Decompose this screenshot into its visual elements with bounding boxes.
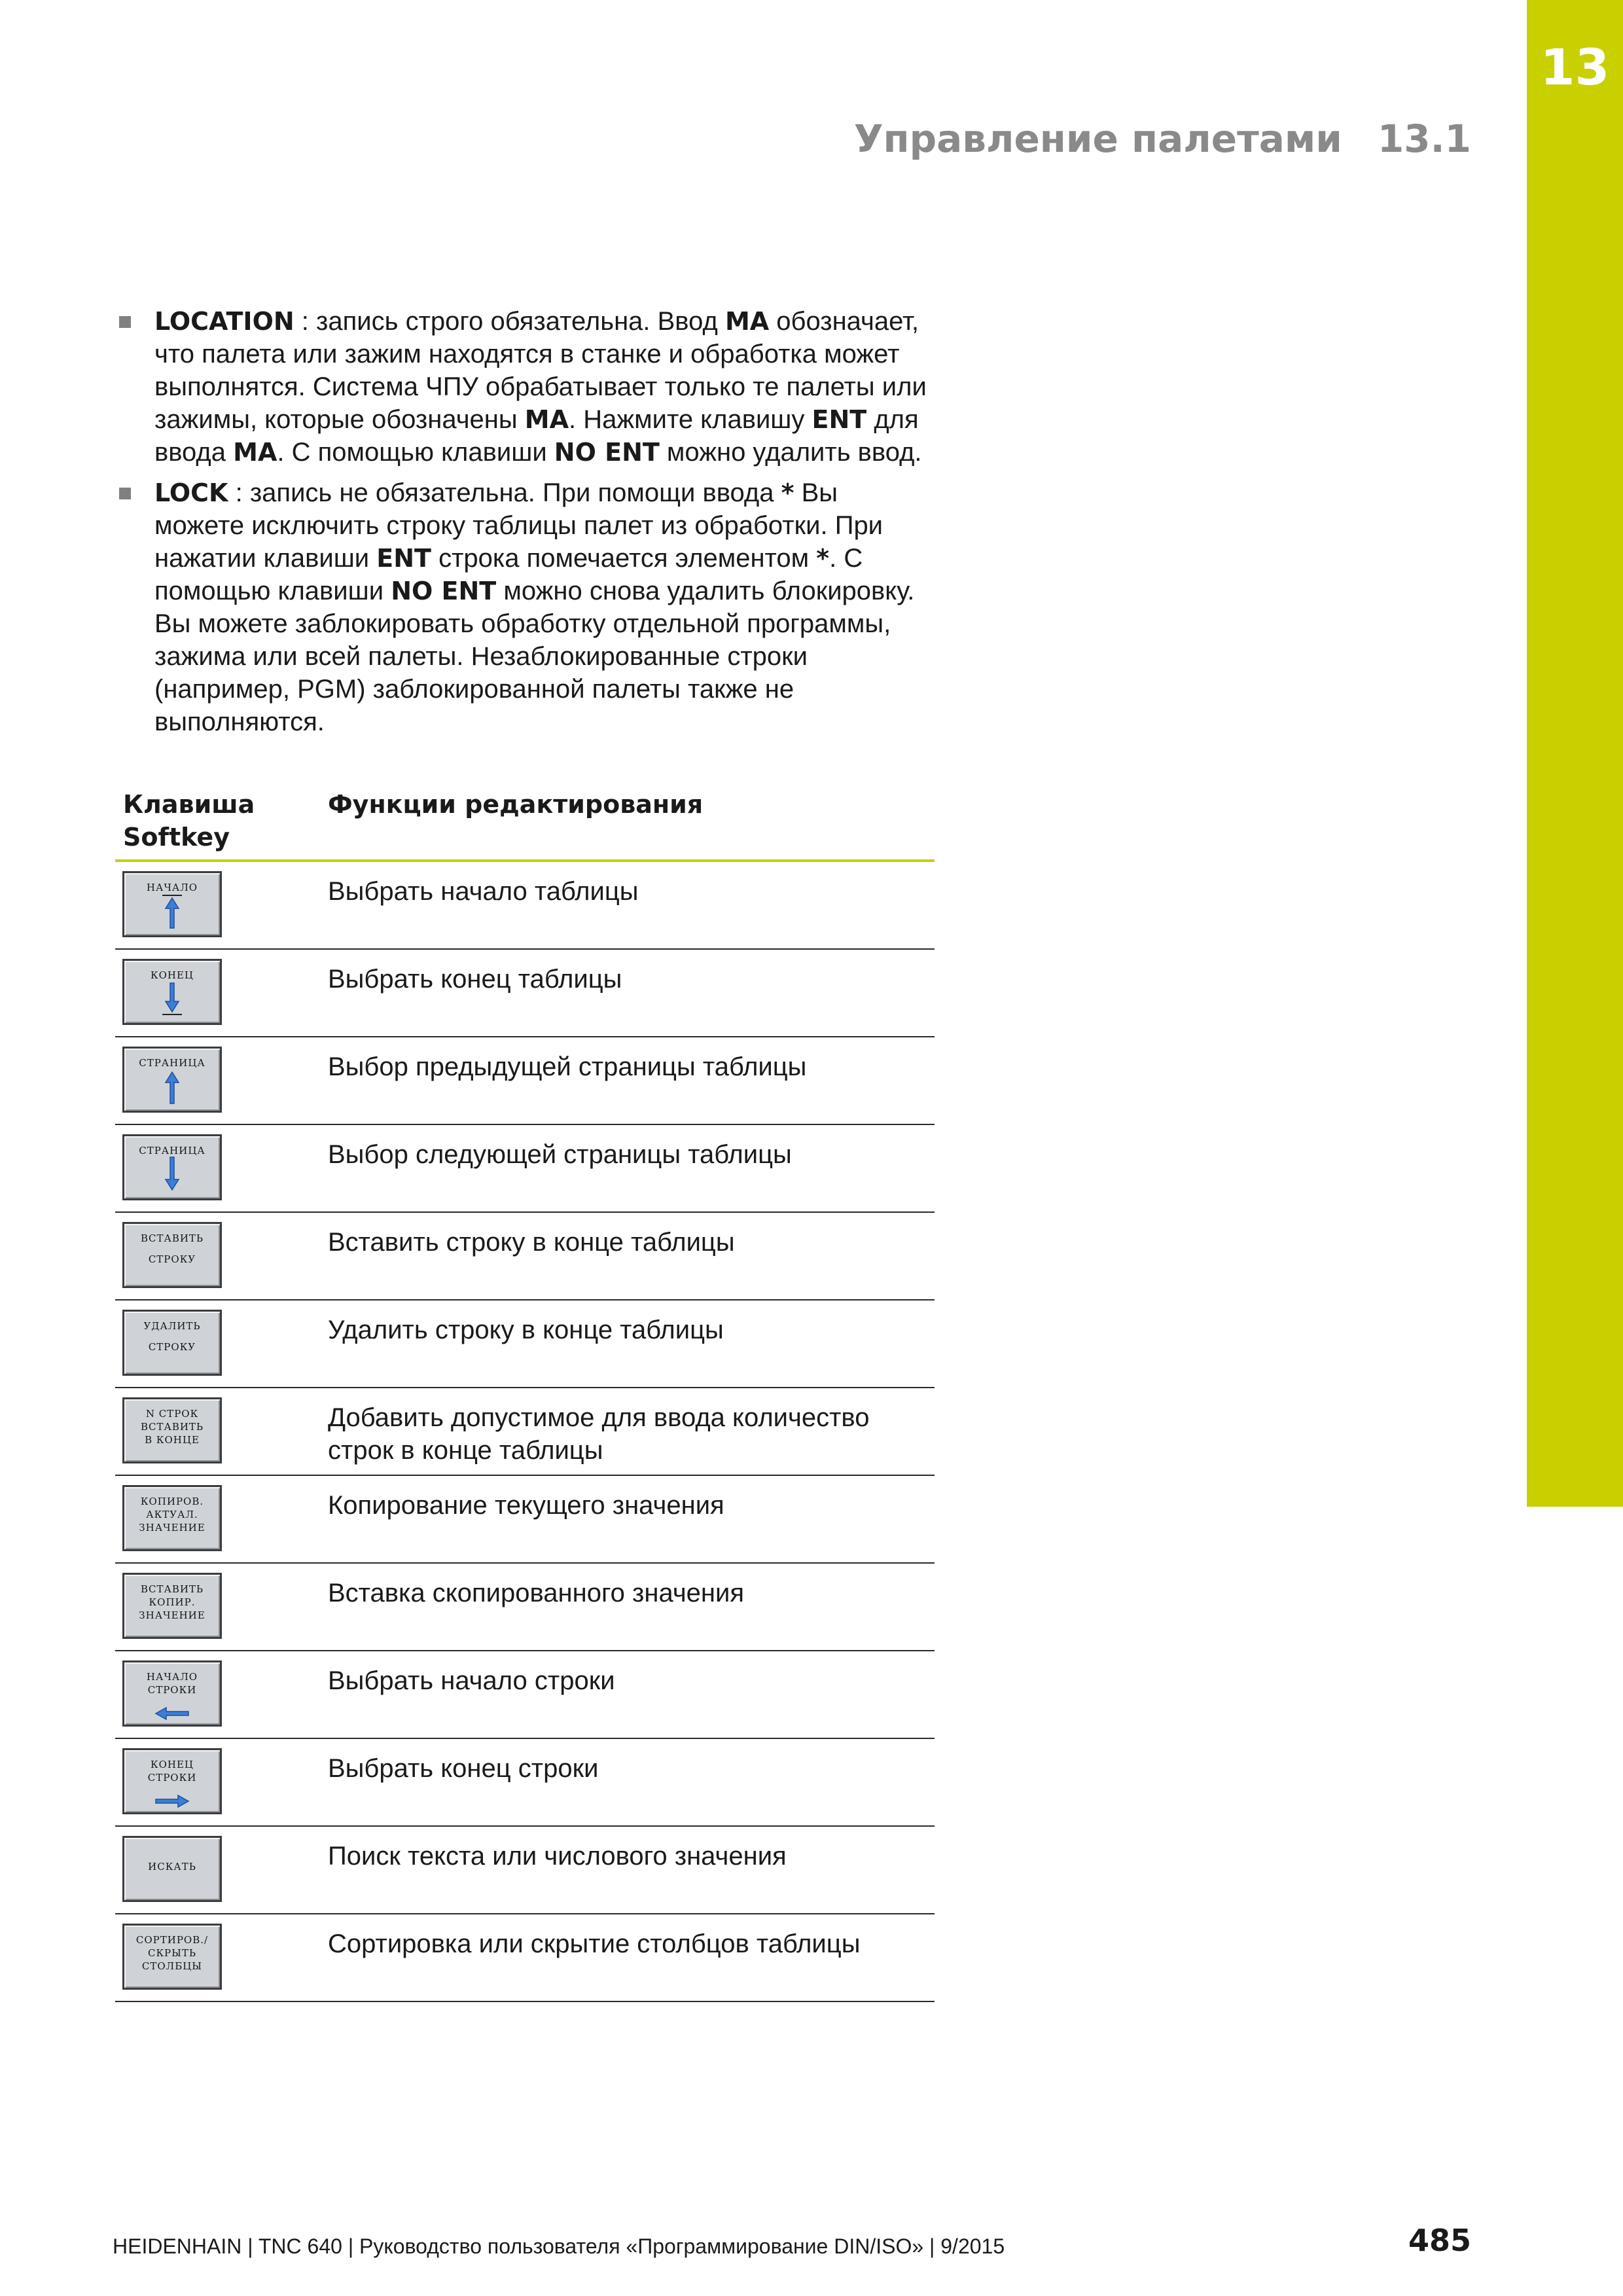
bullet-text: строка помечается элементом (431, 544, 817, 573)
softkey-label (124, 1232, 220, 1266)
keyword: MA (233, 438, 277, 467)
softkey-label-line: N СТРОК (145, 1408, 199, 1420)
table-row (115, 1213, 935, 1300)
function-description: Поиск текста или числового значения (328, 1842, 787, 1871)
softkey-label-line: КОПИРОВ. (140, 1496, 204, 1507)
bullet-text: . С помощью клавиши (154, 544, 863, 605)
softkey-button[interactable] (122, 871, 222, 937)
function-description: Выбрать конец таблицы (328, 965, 622, 994)
table-row (115, 1651, 935, 1739)
softkey-label-line: СТРОКУ (148, 1253, 196, 1265)
function-description: Выбрать начало строки (328, 1666, 615, 1695)
function-description: Вставка скопированного значения (328, 1579, 744, 1607)
bullet-text: . С помощью клавиши (277, 438, 554, 467)
softkey-label-line: НАЧАЛО (146, 1671, 198, 1683)
bullet-item (119, 305, 931, 469)
softkey-label-line: ВСТАВИТЬ (140, 1583, 204, 1595)
softkey-button[interactable] (122, 1924, 222, 1990)
section-number: 13.1 (1377, 117, 1471, 161)
table-row (115, 950, 935, 1037)
table-row (115, 1827, 935, 1914)
keyword: ENT (376, 544, 431, 573)
softkey-button[interactable] (122, 1748, 222, 1814)
chapter-title: Управление палетами (853, 117, 1342, 161)
softkey-button[interactable] (122, 1047, 222, 1113)
softkey-label-line: СКРЫТЬ (147, 1947, 197, 1959)
arrow-left-icon (124, 1662, 220, 1725)
softkey-label (124, 1495, 220, 1534)
keyword: NO ENT (554, 438, 660, 467)
bullet-text: : запись строго обязательна. Ввод (294, 307, 725, 336)
function-description: Сортировка или скрытие столбцов таблицы (328, 1929, 861, 1958)
arrow-down-to-bar-icon (124, 961, 220, 1023)
bullet-text: Вы можете исключить строку таблицы палет из обработки. При нажатии клавиши (154, 478, 883, 573)
header-softkey: Клавиша Softkey (123, 790, 255, 852)
bullet-text: можно удалить ввод. (659, 438, 922, 467)
table-row (115, 1300, 935, 1388)
table-row (115, 1037, 935, 1125)
function-description: Добавить допустимое для ввода количество строк в конце таблицы (328, 1403, 870, 1465)
function-description: Удалить строку в конце таблицы (328, 1316, 724, 1344)
function-description: Выбрать начало таблицы (328, 877, 639, 906)
footer-text: HEIDENHAIN | TNC 640 | Руководство пользователя «Программирование DIN/ISO» | 9/2015 (113, 2234, 1005, 2258)
softkey-label (124, 1583, 220, 1622)
softkey-label-line: КОПИР. (149, 1596, 196, 1608)
softkey-label (124, 1933, 220, 1973)
softkey-button[interactable] (122, 1134, 222, 1200)
softkey-label (124, 1319, 220, 1354)
bullet-list (119, 305, 931, 746)
softkey-button[interactable] (122, 1485, 222, 1551)
softkey-label (124, 1860, 220, 1873)
keyword: NO ENT (391, 577, 497, 605)
softkey-label-line: КОНЕЦ (150, 969, 194, 981)
table-row (115, 1388, 935, 1476)
header-function: Функции редактирования (328, 790, 704, 819)
keyword: * (816, 544, 830, 573)
table-row (115, 1476, 935, 1564)
bullet-text: можно снова удалить блокировку. Вы можете заблокировать обработку отдельной программы, зажима или всей палеты. Незаблокированные строки (например, PGM) заблокированной палеты также не выполняются. (154, 577, 915, 736)
chapter-number: 13 (1540, 38, 1610, 96)
table-row (115, 1125, 935, 1213)
softkey-label-line: ЗНАЧЕНИЕ (139, 1522, 205, 1534)
keyword: LOCATION (154, 307, 294, 336)
function-description: Копирование текущего значения (328, 1491, 724, 1520)
softkey-label-line: ВСТАВИТЬ (140, 1421, 204, 1433)
arrow-down-icon (124, 1136, 220, 1198)
arrow-up-to-bar-icon (124, 873, 220, 935)
softkey-label-line: ВСТАВИТЬ (140, 1232, 204, 1244)
page-number: 485 (1408, 2223, 1471, 2258)
table-row (115, 1739, 935, 1827)
table-row (115, 1564, 935, 1651)
function-description: Вставить строку в конце таблицы (328, 1228, 735, 1257)
chapter-tab (1527, 0, 1623, 1507)
keyword: MA (724, 307, 770, 336)
softkey-button[interactable] (122, 959, 222, 1025)
softkey-button[interactable] (122, 1573, 222, 1639)
function-description: Выбор следующей страницы таблицы (328, 1140, 792, 1169)
softkey-button[interactable] (122, 1660, 222, 1727)
bullet-text: для ввода (154, 405, 919, 467)
softkey-label (124, 1407, 220, 1446)
function-description: Выбрать конец строки (328, 1754, 599, 1783)
softkey-label-line: ЗНАЧЕНИЕ (139, 1609, 205, 1621)
bullet-text: . Нажмите клавишу (568, 405, 812, 434)
softkey-button[interactable] (122, 1836, 222, 1902)
softkey-label-line: УДАЛИТЬ (143, 1320, 201, 1332)
softkey-label-line: КОНЕЦ (150, 1759, 194, 1770)
running-header (854, 117, 1471, 161)
arrow-right-icon (124, 1750, 220, 1812)
table-row (115, 1914, 935, 2002)
bullet-square-icon (119, 316, 131, 328)
keyword: * (781, 478, 794, 507)
softkey-table (115, 785, 935, 2002)
bullet-item (119, 476, 931, 738)
table-row (115, 862, 935, 950)
softkey-button[interactable] (122, 1397, 222, 1463)
softkey-label-line: СТРОКУ (148, 1341, 196, 1353)
table-header (115, 785, 935, 862)
softkey-label-line: СТОЛБЦЫ (141, 1960, 203, 1972)
softkey-button[interactable] (122, 1222, 222, 1288)
bullet-text: обозначает, что палета или зажим находятся в станке и обработка может выполнятся. Система ЧПУ обрабатывает только те палеты или зажимы, которые обозначены (154, 307, 927, 434)
softkey-label-line: СТРОКИ (147, 1684, 197, 1696)
softkey-label-line: СТРАНИЦА (139, 1057, 205, 1069)
arrow-up-icon (124, 1049, 220, 1111)
softkey-label-line: АКТУАЛ. (146, 1509, 198, 1520)
softkey-button[interactable] (122, 1310, 222, 1376)
bullet-text: : запись не обязательна. При помощи ввода (228, 478, 781, 507)
keyword: ENT (812, 405, 867, 434)
softkey-label-line: СТРОКИ (147, 1772, 197, 1784)
table-body (115, 862, 935, 2002)
bullet-square-icon (119, 488, 131, 499)
keyword: LOCK (154, 478, 228, 507)
softkey-label-line: ИСКАТЬ (148, 1861, 196, 1873)
keyword: MA (524, 405, 569, 434)
softkey-label-line: СТРАНИЦА (139, 1145, 205, 1157)
softkey-label-line: СОРТИРОВ./ (135, 1934, 209, 1946)
function-description: Выбор предыдущей страницы таблицы (328, 1052, 807, 1081)
softkey-label-line: НАЧАЛО (146, 882, 198, 893)
softkey-label-line: В КОНЦЕ (145, 1434, 200, 1446)
